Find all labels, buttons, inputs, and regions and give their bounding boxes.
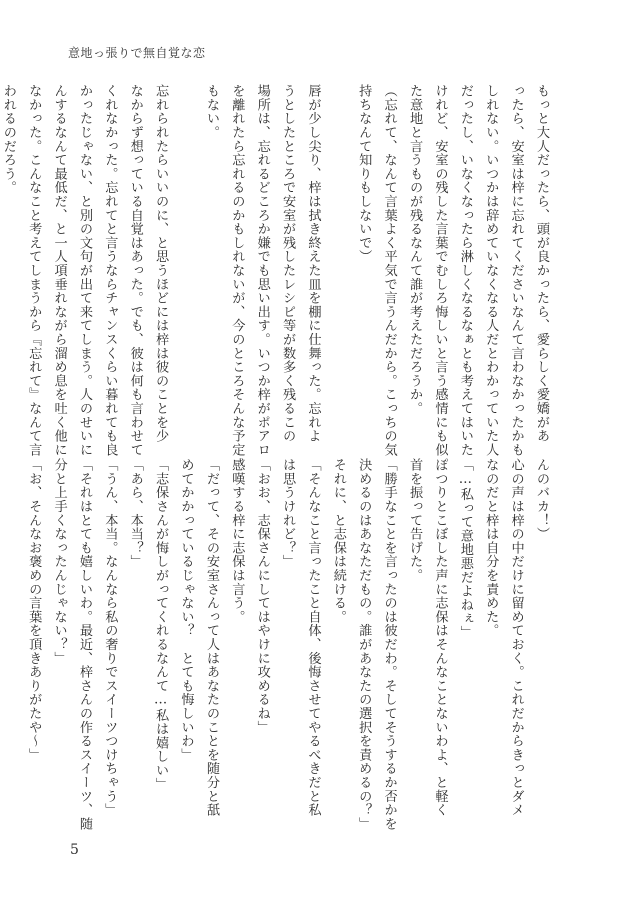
text-column: もない。 xyxy=(203,84,219,140)
text-column: われるのだろう。 xyxy=(0,84,16,195)
text-column: 首を振って告げた。 xyxy=(407,458,423,583)
text-column xyxy=(176,84,195,452)
text-column: 「そんなこと言ったこと自体、後悔させてやるべきだと私 xyxy=(305,458,321,817)
text-column: 忘れられたらいいのに、と思うほどには梓は彼のことを少 xyxy=(153,84,169,443)
running-title: 意地っ張りで無自覚な恋 xyxy=(68,46,206,60)
text-column: を離れたら忘れるのかもしれないが、今のところそんな予定 xyxy=(229,84,245,457)
text-column: 「あら、本当？」 xyxy=(127,458,143,569)
text-column: もっと大人だったら、頭が良かったら、愛らしく愛嬌があ xyxy=(534,84,549,443)
text-column: 「…私って意地悪だよねぇ」 xyxy=(457,458,473,640)
text-column: めてかかっているじゃない？ とても悔しいわ」 xyxy=(178,458,194,762)
text-column: けれど、安室の残した言葉でむしろ悔しいと言う感情にも似 xyxy=(432,84,448,457)
text-column: 「勝手なことを言ったのは彼だわ。そしてそうするか否かを xyxy=(381,458,397,831)
text-column: なかった。こんなこと考えてしまうから『忘れて』なんて言 xyxy=(26,84,42,457)
text-column: だったし、いなくなったら淋しくなるなぁとも考えてはいた xyxy=(457,84,473,457)
text-column: うとしたところで安室が残したレシピ等が数多く残るこの xyxy=(280,84,296,443)
text-column: は思うけれど？」 xyxy=(280,458,296,569)
text-column: 場所は、忘れるどころか嫌でも思い出す。いつか梓がポアロ xyxy=(254,84,270,457)
top-text-block xyxy=(0,84,551,457)
text-column: なのだと梓は自分を責めた。 xyxy=(483,458,499,638)
text-column: ぽつりとこぼした声に志保はそんなことないわよ、と軽く xyxy=(432,458,448,817)
text-column: 感嘆する梓に志保は言う。 xyxy=(229,458,245,624)
text-column: 持ちなんて知りもしないで） xyxy=(356,84,372,264)
text-column: 分と上手くなったんじゃない？」 xyxy=(51,458,67,665)
text-column: んするなんて最低だ、と一人項垂れながら溜め息を吐く他に xyxy=(51,84,67,457)
text-column: んのバカ！） xyxy=(534,458,549,541)
page-number: 5 xyxy=(70,842,79,858)
text-column: なからず想っている自覚はあった。でも、彼は何も言わせて xyxy=(127,84,143,457)
text-column: 心の声は梓の中だけに留めておく。これだからきっとダメ xyxy=(508,458,524,817)
text-column: 「それはとても嬉しいわ。最近、梓さんの作るスイーツ、随 xyxy=(76,458,92,831)
text-column: ったら、安室は梓に忘れてくださいなんて言わなかったかも xyxy=(508,84,524,457)
text-column xyxy=(328,84,347,452)
text-column: （忘れて、なんて言葉よく平気で言うんだから。こっちの気 xyxy=(381,84,397,457)
text-column: くれなかった。忘れてと言うならチャンスくらい暮れても良 xyxy=(102,84,118,457)
text-column: 決めるのはあなただもの。誰があなたの選択を責めるの？」 xyxy=(356,458,372,831)
text-column: た意地と言うものが残るなんて誰が考えただろうか。 xyxy=(407,84,423,416)
text-column: 「お、そんなお褒めの言葉を頂きありがたや～」 xyxy=(26,458,42,762)
text-column: 唇が少し尖り、梓は拭き終えた皿を棚に仕舞った。忘れよ xyxy=(305,84,321,443)
text-column: 「おお、志保さんにしてはやけに攻めるね」 xyxy=(254,458,270,734)
text-column: 「うん、本当。なんなら私の奢りでスイーツつけちゃう」 xyxy=(102,458,118,817)
text-column: 「だって、その安室さんって人はあなたのことを随分と舐 xyxy=(203,458,219,817)
bottom-text-block xyxy=(24,458,551,831)
text-column: しれない。いつかは辞めていなくなる人だとわかっていた人 xyxy=(483,84,499,457)
text-column: かったじゃない、と別の文句が出て来てしまう。人のせいに xyxy=(76,84,92,457)
text-column: 「志保さんが悔しがってくれるなんて…私は嬉しい」 xyxy=(153,458,169,791)
text-column: それに、と志保は続ける。 xyxy=(330,458,346,624)
